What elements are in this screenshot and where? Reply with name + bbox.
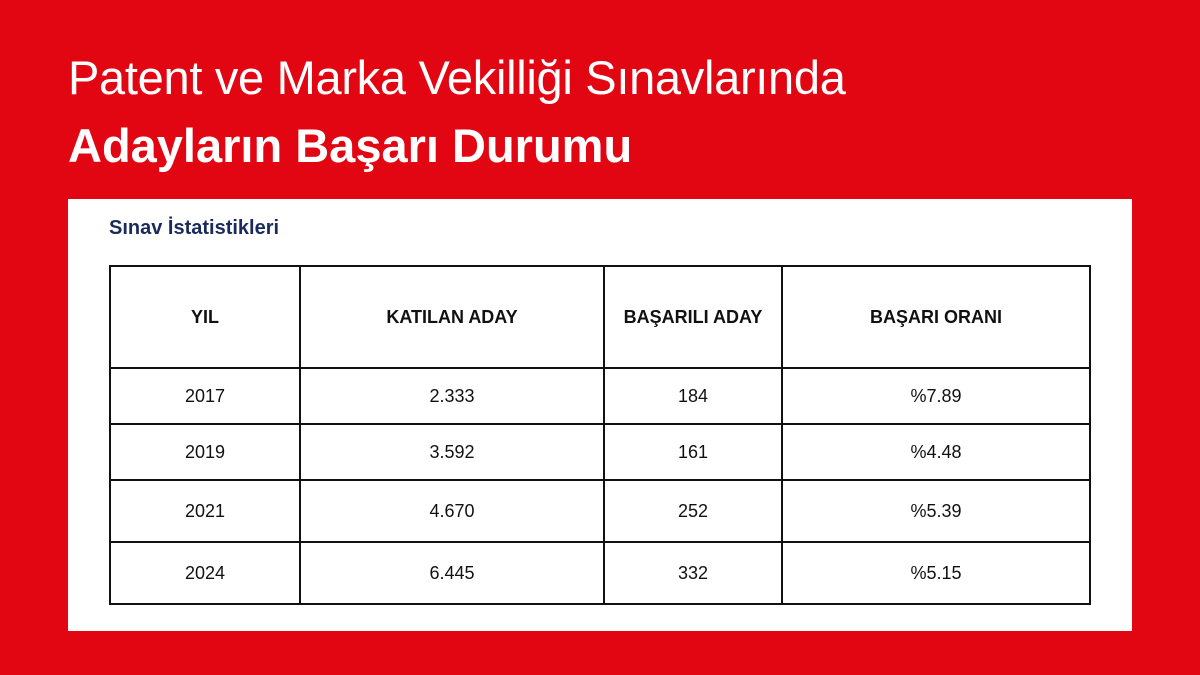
cell-year: 2019 <box>110 424 300 480</box>
cell-year: 2024 <box>110 542 300 604</box>
cell-successful: 252 <box>604 480 782 542</box>
cell-successful: 161 <box>604 424 782 480</box>
table-row <box>110 542 1090 604</box>
table-row <box>110 368 1090 424</box>
column-header-successful: BAŞARILI ADAY <box>604 266 782 368</box>
cell-year: 2021 <box>110 480 300 542</box>
cell-participants: 4.670 <box>300 480 604 542</box>
page-title-line-2: Adayların Başarı Durumu <box>68 119 633 172</box>
column-header-success-rate: BAŞARI ORANI <box>782 266 1090 368</box>
page-title-line-1: Patent ve Marka Vekilliği Sınavlarında <box>68 51 846 104</box>
table-header-row <box>110 266 1090 368</box>
cell-successful: 184 <box>604 368 782 424</box>
cell-success-rate: %5.15 <box>782 542 1090 604</box>
column-header-year: YIL <box>110 266 300 368</box>
cell-participants: 3.592 <box>300 424 604 480</box>
cell-success-rate: %7.89 <box>782 368 1090 424</box>
cell-success-rate: %4.48 <box>782 424 1090 480</box>
cell-year: 2017 <box>110 368 300 424</box>
table-row <box>110 480 1090 542</box>
card-title: Sınav İstatistikleri <box>109 217 280 239</box>
cell-participants: 6.445 <box>300 542 604 604</box>
cell-success-rate: %5.39 <box>782 480 1090 542</box>
cell-participants: 2.333 <box>300 368 604 424</box>
exam-statistics-table <box>109 265 1091 605</box>
table-row <box>110 424 1090 480</box>
cell-successful: 332 <box>604 542 782 604</box>
column-header-participants: KATILAN ADAY <box>300 266 604 368</box>
statistics-card <box>68 199 1132 631</box>
